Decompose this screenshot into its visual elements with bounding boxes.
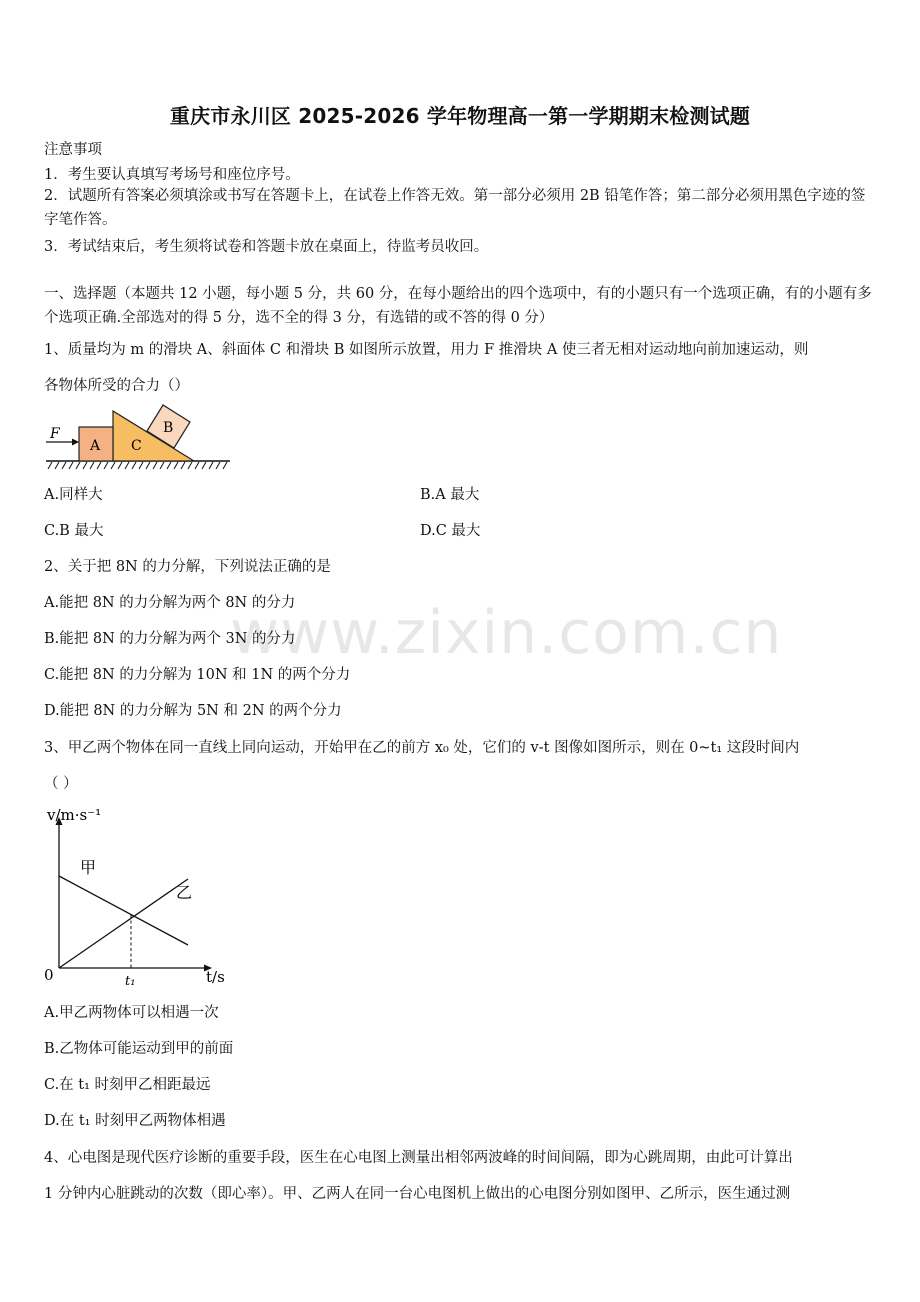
q4-stem-line1: 4、心电图是现代医疗诊断的重要手段，医生在心电图上测量出相邻两波峰的时间间隔，即为心跳周期，由此可计算出 [44,1150,793,1166]
q1-option-b: B.A 最大 [420,487,480,503]
q3-stem-line1: 3、甲乙两个物体在同一直线上同向运动，开始甲在乙的前方 x₀ 处，它们的 v-t 图像如图所示，则在 0~t₁ 这段时间内 [44,740,800,756]
exam-title: 重庆市永川区 2025-2026 学年物理高一第一学期期末检测试题 [169,104,751,128]
q2-option-d: D.能把 8N 的力分解为 5N 和 2N 的两个分力 [44,703,342,719]
force-arrowhead [72,439,79,446]
line-jia [59,876,188,945]
q3-option-d: D.在 t₁ 时刻甲乙两物体相遇 [44,1113,226,1129]
series-yi-label: 乙 [176,883,193,902]
q4-stem-line2: 1 分钟内心脏跳动的次数（即心率）。甲、乙两人在同一台心电图机上做出的心电图分别如图甲、乙所示，医生通过测 [44,1186,791,1202]
q1-figure [42,398,234,472]
notice-item-2: 2．试题所有答案必须填涂或书写在答题卡上，在试卷上作答无效。第一部分必须用 2B 铅笔作答；第二部分必须用黑色字迹的签字笔作答。 [44,188,866,228]
line-yi [59,879,188,968]
origin-label: 0 [44,966,54,984]
q3-option-c: C.在 t₁ 时刻甲乙相距最远 [44,1077,211,1093]
q1-option-d: D.C 最大 [420,523,481,539]
series-jia-label: 甲 [80,858,97,877]
q1-option-a: A.同样大 [44,487,103,503]
force-label: F [50,426,60,442]
q1-stem-line1: 1、质量均为 m 的滑块 A、斜面体 C 和滑块 B 如图所示放置，用力 F 推滑块 A 使三者无相对运动地向前加速运动，则 [44,342,809,358]
q2-stem: 2、关于把 8N 的力分解，下列说法正确的是 [44,559,331,575]
x-axis-label: t/s [206,968,225,986]
q2-option-b: B.能把 8N 的力分解为两个 3N 的分力 [44,631,296,647]
q2-option-c: C.能把 8N 的力分解为 10N 和 1N 的两个分力 [44,667,351,683]
block-b-label: B [163,420,174,436]
q3-vt-graph [40,800,240,992]
q3-stem-line2: （ ） [44,776,78,792]
y-axis-label: v/m·s⁻¹ [47,806,102,824]
block-a-label: A [90,438,101,454]
t1-label: t₁ [125,974,136,989]
q1-stem-line2: 各物体所受的合力（） [44,378,189,394]
q1-option-c: C.B 最大 [44,523,104,539]
incline-c-label: C [131,438,142,454]
watermark-text: www.zixin.com.cn [230,598,783,668]
q2-option-a: A.能把 8N 的力分解为两个 8N 的分力 [44,595,296,611]
section-heading: 一、选择题（本题共 12 小题，每小题 5 分，共 60 分，在每小题给出的四个选项中，有的小题只有一个选项正确，有的小题有多个选项正确.全部选对的得 5 分，选不全的得 3 分，有选错的或不答的得 0 分） [44,286,872,326]
notice-item-1: 1．考生要认真填写考场号和座位序号。 [44,167,300,183]
q3-option-b: B.乙物体可能运动到甲的前面 [44,1041,234,1057]
q3-option-a: A.甲乙两物体可以相遇一次 [44,1005,219,1021]
notice-item-3: 3．考试结束后，考生须将试卷和答题卡放在桌面上，待监考员收回。 [44,239,489,255]
notice-heading: 注意事项 [44,142,102,158]
ground-hatching [48,462,227,469]
